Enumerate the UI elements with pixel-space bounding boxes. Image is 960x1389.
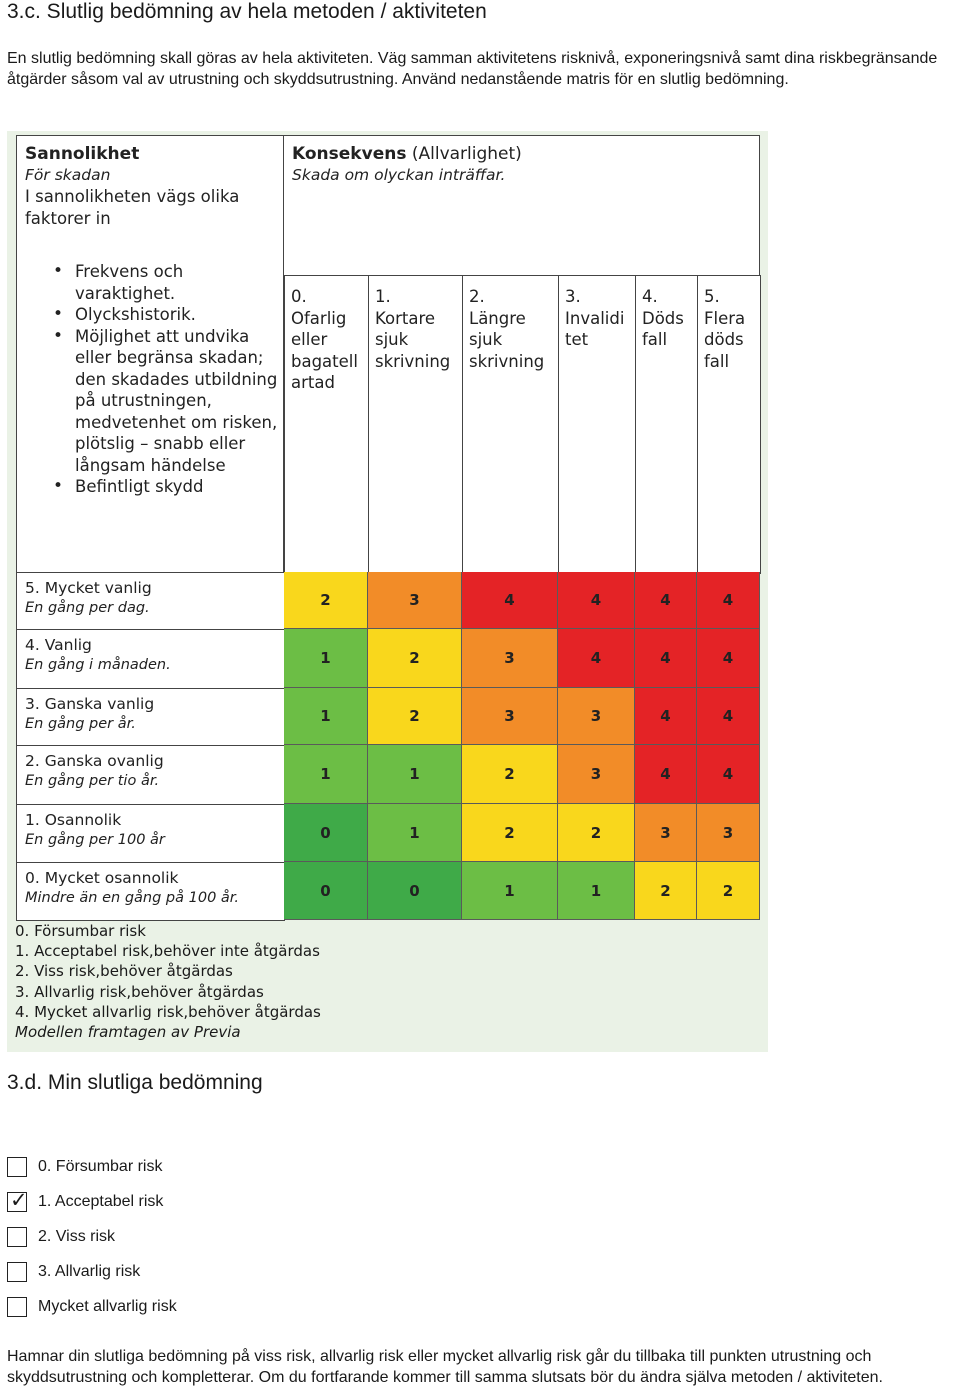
risk-cell: 1	[284, 745, 368, 804]
risk-cell: 1	[284, 629, 368, 688]
probability-row-title: 5. Mycket vanlig	[25, 579, 152, 597]
probability-factor: • Olyckshistorik.	[49, 304, 279, 326]
risk-cell: 4	[558, 572, 635, 629]
probability-title: Sannolikhet	[25, 144, 140, 164]
consequence-title: Konsekvens (Allvarlighet)	[292, 144, 522, 164]
risk-cell: 3	[558, 745, 635, 804]
risk-cell: 2	[635, 862, 697, 920]
risk-cell: 4	[462, 572, 558, 629]
consequence-column-label: 1. Kortare sjuk skrivning	[375, 287, 451, 371]
legend-item: 2. Viss risk,behöver åtgärdas	[15, 962, 233, 981]
assessment-option[interactable]	[7, 1224, 115, 1250]
risk-matrix	[7, 131, 768, 1052]
risk-cell: 1	[284, 688, 368, 745]
risk-cell: 1	[462, 862, 558, 920]
risk-cell: 2	[462, 745, 558, 804]
probability-row-label	[16, 688, 285, 746]
probability-subtitle: För skadan	[25, 166, 111, 184]
risk-cell: 1	[368, 804, 462, 862]
probability-row-subtitle: En gång per tio år.	[25, 773, 160, 789]
probability-row-title: 2. Ganska ovanlig	[25, 752, 164, 770]
risk-cell: 4	[635, 629, 697, 688]
risk-cell: 3	[462, 688, 558, 745]
risk-cell: 2	[368, 629, 462, 688]
probability-factor: • Frekvens och varaktighet.	[49, 261, 279, 304]
probability-factor: • Befintligt skydd	[49, 476, 279, 498]
risk-cell: 3	[558, 688, 635, 745]
risk-cell: 0	[284, 804, 368, 862]
legend-item: 3. Allvarlig risk,behöver åtgärdas	[15, 982, 264, 1001]
risk-cell: 3	[635, 804, 697, 862]
probability-row-subtitle: En gång per 100 år	[25, 832, 165, 848]
risk-cell: 4	[635, 572, 697, 629]
consequence-header	[283, 135, 760, 277]
risk-cell: 4	[635, 688, 697, 745]
probability-factors	[49, 261, 279, 498]
checkbox[interactable]	[7, 1189, 28, 1212]
risk-cell: 4	[558, 629, 635, 688]
consequence-column-header	[462, 275, 559, 574]
probability-row-label	[16, 804, 285, 863]
checkbox[interactable]	[7, 1227, 27, 1247]
risk-cell: 0	[284, 862, 368, 920]
risk-cell: 2	[368, 688, 462, 745]
section-d-footer: Hamnar din slutliga bedömning på viss risk, allvarlig risk eller mycket allvarlig risk går du tillbaka till punkten utrustning och skyddsutrustning och kompletterar. Om du fortfarande kommer till samma slutsats bör du ändra själva metoden / aktiviteten.	[7, 1348, 883, 1386]
probability-desc: I sannolikheten vägs olika faktorer in	[25, 187, 240, 228]
consequence-column-header	[284, 275, 369, 574]
probability-row-label	[16, 629, 285, 689]
probability-row-title: 1. Osannolik	[25, 811, 122, 829]
risk-cell: 4	[635, 745, 697, 804]
option-label: 0. Försumbar risk	[38, 1158, 163, 1175]
consequence-column-label: 5. Flera döds fall	[704, 287, 746, 371]
checkbox[interactable]	[7, 1157, 27, 1177]
probability-row-label	[16, 745, 285, 805]
section-c-heading: 3.c. Slutlig bedömning av hela metoden / aktiviteten	[7, 0, 487, 23]
risk-cell: 0	[368, 862, 462, 920]
consequence-subtitle: Skada om olyckan inträffar.	[292, 166, 506, 184]
risk-cell: 2	[697, 862, 760, 920]
probability-row-title: 3. Ganska vanlig	[25, 695, 155, 713]
risk-cell: 3	[697, 804, 760, 862]
risk-cell: 2	[462, 804, 558, 862]
risk-cell: 4	[697, 629, 760, 688]
risk-cell: 4	[697, 688, 760, 745]
probability-row-subtitle: En gång per dag.	[25, 600, 150, 616]
option-label: 2. Viss risk	[38, 1228, 116, 1245]
option-label: 3. Allvarlig risk	[38, 1263, 141, 1280]
probability-row-label	[16, 862, 285, 921]
assessment-option[interactable]	[7, 1154, 162, 1180]
probability-header	[16, 135, 284, 575]
assessment-option[interactable]	[7, 1189, 163, 1215]
consequence-column-header	[558, 275, 636, 574]
risk-cell: 2	[284, 572, 368, 629]
consequence-column-label: 3. Invalidi tet	[565, 287, 625, 349]
probability-factor: • Möjlighet att undvika eller begränsa skadan; den skadades utbildning på utrustningen, medvetenhet om risken, plötslig – snabb eller långsam händelse	[49, 326, 279, 477]
option-label: Mycket allvarlig risk	[38, 1298, 177, 1315]
option-label: 1. Acceptabel risk	[38, 1193, 164, 1210]
consequence-column-header	[697, 275, 761, 574]
probability-row-label	[16, 572, 285, 630]
section-d-heading: 3.d. Min slutliga bedömning	[7, 1071, 263, 1094]
assessment-option[interactable]	[7, 1294, 177, 1320]
consequence-column-header	[635, 275, 698, 574]
legend-item: 4. Mycket allvarlig risk,behöver åtgärdas	[15, 1002, 321, 1021]
risk-cell: 4	[697, 745, 760, 804]
risk-cell: 4	[697, 572, 760, 629]
risk-cell: 1	[368, 745, 462, 804]
probability-row-subtitle: En gång per år.	[25, 716, 136, 732]
consequence-column-label: 4. Döds fall	[642, 287, 684, 349]
risk-cell: 2	[558, 804, 635, 862]
checkbox[interactable]	[7, 1297, 27, 1317]
legend-item: 1. Acceptabel risk,behöver inte åtgärdas	[15, 942, 320, 961]
probability-row-subtitle: En gång i månaden.	[25, 657, 171, 673]
legend-item: 0. Försumbar risk	[15, 922, 146, 940]
probability-row-subtitle: Mindre än en gång på 100 år.	[25, 890, 240, 906]
matrix-credit: Modellen framtagen av Previa	[15, 1023, 241, 1041]
assessment-option[interactable]	[7, 1259, 140, 1285]
section-c-intro: En slutlig bedömning skall göras av hela aktiviteten. Väg samman aktivitetens risknivå, exponeringsnivå samt dina riskbegränsande åtgärder såsom val av utrustning och skyddsutrustning. Använd nedanstående matris för en slutlig bedömning.	[7, 50, 938, 88]
consequence-column-label: 2. Längre sjuk skrivning	[469, 287, 545, 371]
risk-cell: 3	[462, 629, 558, 688]
consequence-column-header	[368, 275, 463, 574]
consequence-column-label: 0. Ofarlig eller bagatell artad	[291, 287, 358, 392]
probability-row-title: 0. Mycket osannolik	[25, 869, 179, 887]
risk-cell: 1	[558, 862, 635, 920]
check-mark-icon: ✓	[10, 1189, 28, 1212]
probability-row-title: 4. Vanlig	[25, 636, 92, 654]
risk-cell: 3	[368, 572, 462, 629]
checkbox[interactable]	[7, 1262, 27, 1282]
